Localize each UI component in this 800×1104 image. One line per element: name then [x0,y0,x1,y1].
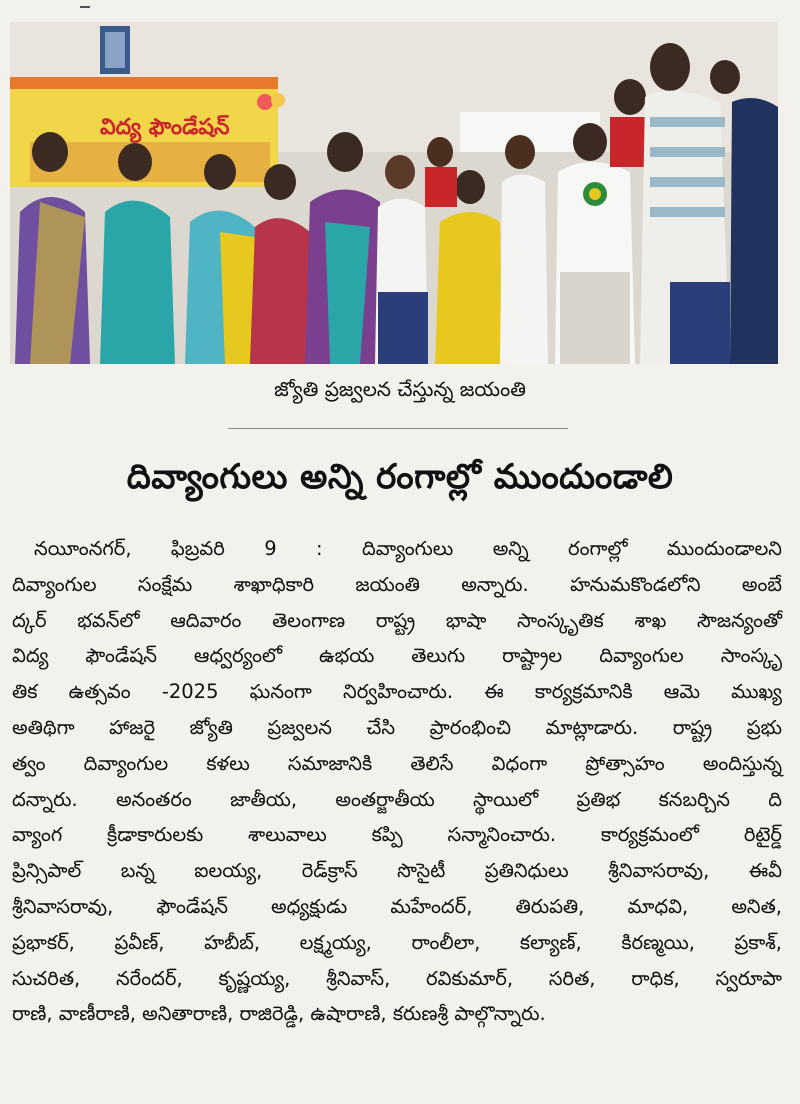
body-line: ప్రిన్సిపాల్ బన్న ఐలయ్య, రెడ్‌క్రాస్ సొసైటీ ప్రతినిధులు శ్రీనివాసరావు, ఈవీ [12,859,782,883]
body-line: దన్నారు. అనంతరం జాతీయ, అంతర్జాతీయ స్థాయిలో ప్రతిభ కనబర్చిన ది [12,787,782,811]
body-line: శ్రీనివాసరావు, ఫౌండేషన్ అధ్యక్షుడు మహేందర్, తిరుపతి, మాధవి, అనిత, [12,894,782,918]
body-line: రాణి, వాణీరాణి, అనితారాణి, రాజిరెడ్డి, ఉషారాణి, కరుణశ్రీ పాల్గొన్నారు. [12,1002,546,1026]
body-line: దివ్యాంగుల సంక్షేమ శాఖాధికారి జయంతి అన్నారు. హనుమకొండలోని అంబే [12,572,782,596]
article-headline: దివ్యాంగులు అన్ని రంగాల్లో ముందుండాలి [126,457,674,497]
body-line: సుచరిత, నరేందర్, కృష్ణయ్య, శ్రీనివాస్, రవికుమార్, సరిత, రాధిక, స్వరూపా [12,966,782,990]
news-photo [10,22,778,364]
caption-divider [228,428,568,429]
photo-caption: జ్యోతి ప్రజ్వలన చేస్తున్న జయంతి [274,377,526,401]
article-body [12,531,782,1032]
body-line: త్వం దివ్యాంగుల కళలు సమాజానికి తెలిసే విధంగా ప్రోత్సాహం అందిస్తున్న [12,751,782,775]
body-line: విద్య ఫౌండేషన్ ఆధ్వర్యంలో ఉభయ తెలుగు రాష్ట్రాల దివ్యాంగుల సాంస్కృ [12,644,782,668]
page-edge-mark [80,0,90,8]
body-line: ద్కర్ భవన్‌లో ఆదివారం తెలంగాణ రాష్ట్ర భాషా సాంస్కృతిక శాఖ సౌజన్యంతో [12,608,782,632]
body-line: నయీంనగర్, ఫిబ్రవరి 9 : దివ్యాంగులు అన్ని రంగాల్లో ముందుండాలని [34,537,782,560]
body-line: తిక ఉత్సవం -2025 ఘనంగా నిర్వహించారు. ఈ కార్యక్రమానికి ఆమె ముఖ్య [12,680,782,704]
body-line: ప్రభాకర్, ప్రవీణ్, హబీబ్, లక్ష్మయ్య, రాంలీలా, కల్యాణ్, కిరణ్మయి, ప్రకాశ్, [12,930,782,954]
body-line: అతిథిగా హాజరై జ్యోతి ప్రజ్వలన చేసి ప్రారంభించి మాట్లాడారు. రాష్ట్ర ప్రభు [12,715,782,739]
banner-text: విద్య ఫౌండేషన్ [100,115,230,140]
event-photo-illustration [10,22,778,364]
body-line: వ్యాంగ క్రీడాకారులకు శాలువాలు కప్పి సన్మానించారు. కార్యక్రమంలో రిటైర్డ్ [12,823,782,847]
